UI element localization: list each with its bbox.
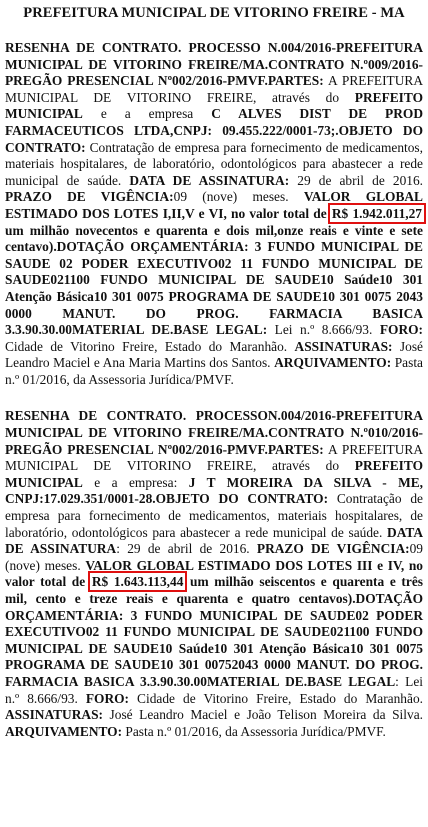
highlighted-amount: R$ 1.643.113,44 (91, 574, 184, 590)
forum-label: FORO: (379, 322, 423, 338)
validity-text: 09 (nove) meses. (173, 189, 304, 205)
amount-words-and-budget: um milhão novecentos e quarenta e dois mil,onze reais e vinte e sete centavo).DOTAÇÃO ORÇAMENTÁRIA: 3 FUNDO MUNICIPAL DE SAUDE 02 PODER EXECUTIVO02 11 FUNDO MUNICIPAL DE SAUDE021100 FUNDO MUNICIPAL DE SAUDE10 Saúde10 301 Atenção Básica10 301 0075 PROGRAMA DE SAUDE10 301 0075 2043 0000 MANUT. DO PROG. FARMACIA BASICA 3.3.90.30.00MATERIAL DE.BASE LEGAL: (5, 222, 423, 338)
object-text: Contratação de empresa para fornecimento de medicamentos, materiais hospitalares, de laboratório, odontológicos para abastecer a rede municipal de saúde. (5, 139, 423, 188)
legal-basis: Lei n.º 8.666/93. (267, 322, 380, 338)
object-text: Contratação de empresa para fornecimento de medicamentos, materiais hospitalares, de laboratório, odontológicos para abastecer a rede municipal de saúde. (5, 491, 423, 540)
parties-text: A PREFEITURA MUNICIPAL DE VITORINO FREIRE, através do (5, 441, 423, 474)
contract-header: RESENHA DE CONTRATO. PROCESSON.004/2016-PREFEITURA MUNICIPAL DE VITORINO FREIRE/MA.CONTRATO N.º010/2016-PREGÃO PRESENCIAL Nº002/2016-PMVF.PARTES: (5, 408, 423, 457)
signatures-label: ASSINATURAS: (294, 338, 393, 354)
validity-label: PRAZO DE VIGÊNCIA: (5, 189, 174, 205)
signatures-text: José Leandro Maciel e Ana Maria Martins dos Santos. (5, 338, 423, 371)
contract-summary-1 (5, 40, 423, 388)
company-prefix: e a empresa: (82, 474, 189, 490)
signatures-text: José Leandro Maciel e João Telison Moreira da Silva. (102, 707, 423, 723)
forum-text: Cidade de Vitorino Freire, Estado do Maranhão. (5, 338, 295, 354)
highlighted-amount: R$ 1.942.011,27 (331, 205, 423, 221)
mayor-label: PREFEITO MUNICIPAL (5, 458, 423, 490)
contract-header: RESENHA DE CONTRATO. PROCESSO N.004/2016-PREFEITURA MUNICIPAL DE VITORINO FREIRE/MA.CONTRATO N.º009/2016-PREGÃO PRESENCIAL Nº002/2016-PMVF.PARTES: (5, 40, 423, 89)
global-value-label: VALOR GLOBAL ESTIMADO DOS LOTES III e IV, no valor total de (5, 557, 423, 590)
validity-label: PRAZO DE VIGÊNCIA: (256, 541, 410, 557)
company-prefix: e a empresa (82, 106, 212, 122)
archiving-label: ARQUIVAMENTO: (5, 723, 123, 739)
legal-basis: : Lei n.º 8.666/93. (5, 673, 423, 706)
signature-date: : 29 de abril de 2016. (116, 541, 257, 557)
company-and-object-label: C ALVES DIST DE PROD FARMACEUTICOS LTDA,CNPJ: 09.455.222/0001-73;.OBJETO DO CONTRATO: (5, 106, 423, 155)
archiving-label: ARQUIVAMENTO: (274, 355, 392, 371)
amount-words-and-budget: um milhão seiscentos e quarenta e três mil, cento e treze reais e quarenta e quatro centavos).DOTAÇÃO ORÇAMENTÁRIA: 3 FUNDO MUNICIPAL DE SAUDE02 PODER EXECUTIVO02 11 FUNDO MUNICIPAL DE SAUDE021100 FUNDO MUNICIPAL DE SAUDE10 Saúde10 301 Atenção Básica10 301 0075 PROGRAMA DE SAUDE10 301 00752043 0000 MANUT. DO PROG. FARMACIA BASICA 3.3.90.30.00MATERIAL DE.BASE LEGAL (5, 574, 423, 689)
signature-date: 29 de abril de 2016. (289, 172, 424, 188)
parties-text: A PREFEITURA MUNICIPAL DE VITORINO FREIRE, através do (5, 73, 423, 105)
archiving-text: Pasta n.º 01/2016, da Assessoria Jurídica/PMVF. (5, 355, 424, 387)
signature-date-label: DATA DE ASSINATURA: (129, 172, 290, 188)
mayor-label: PREFEITO MUNICIPAL (5, 89, 423, 122)
page-title: PREFEITURA MUNICIPAL DE VITORINO FREIRE - MA (23, 5, 405, 21)
signature-date-label: DATA DE ASSINATURA (5, 524, 423, 557)
company-and-object-label: J T MOREIRA DA SILVA - ME, CNPJ:17.029.351/0001-28.OBJETO DO CONTRATO: (5, 474, 423, 507)
forum-text: Cidade de Vitorino Freire, Estado do Maranhão. (129, 690, 423, 706)
contract-summary-2 (5, 408, 423, 740)
archiving-text: Pasta n.º 01/2016, da Assessoria Jurídica/PMVF. (122, 723, 386, 739)
forum-label: FORO: (85, 690, 130, 706)
signatures-label: ASSINATURAS: (5, 707, 103, 723)
global-value-label: VALOR GLOBAL ESTIMADO DOS LOTES I,II,V e VI, no valor total de (5, 189, 423, 221)
validity-text: 09 (nove) meses. (5, 541, 423, 573)
